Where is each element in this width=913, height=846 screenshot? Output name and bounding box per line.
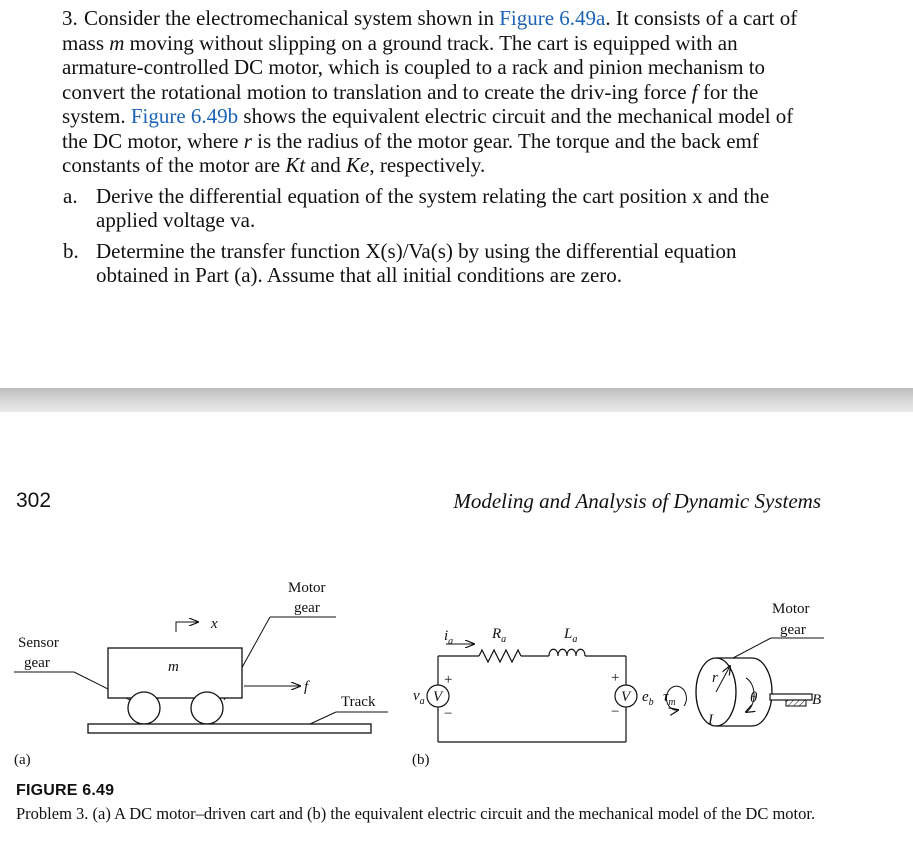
problem-text-2: . It consists of a cart of mass xyxy=(62,6,798,55)
va-label: $v_a$ xyxy=(413,688,425,707)
figure-caption-text: Problem 3. (a) A DC motor–driven cart and (b) the equivalent electric circuit and the mechanical model of the DC motor. xyxy=(16,804,816,823)
motor-gear-pointer-b xyxy=(733,638,771,658)
problem-text-8: , respectively. xyxy=(369,153,486,177)
figure-caption-title: FIGURE 6.49 xyxy=(16,782,115,799)
figure-b-circuit xyxy=(412,626,686,768)
problem-text-3: moving without slipping on a ground track. The cart is equipped with an armature-controlled DC motor, which is coupled to a rack and pinion mechanism to convert the rotational motion to translation and to create the driv-ing force xyxy=(62,30,766,104)
minus-left: − xyxy=(444,706,453,722)
tau-label: $\tau_m$ xyxy=(663,689,676,708)
r-label: r xyxy=(712,670,718,686)
part-b-text: Determine the transfer function X(s)/Va(s) by using the differential equation obtained in Part (a). Assume that all initial conditions are zero. xyxy=(96,238,737,287)
force-symbol: f xyxy=(691,79,698,104)
b-label: B xyxy=(812,692,822,708)
x-label: x xyxy=(211,616,218,632)
figure-6-49b-link[interactable]: Figure 6.49b xyxy=(130,104,239,128)
problem-text-5: shows the equivalent electric circuit and the mechanical model of the DC motor, where xyxy=(62,104,794,153)
back-emf-constant: Ke xyxy=(346,153,370,177)
damper-b xyxy=(786,700,806,706)
torque-constant: Kt xyxy=(285,153,306,177)
x-arrow xyxy=(176,622,198,632)
ground-track xyxy=(88,724,371,733)
mass-symbol: m xyxy=(109,30,125,55)
inductor-la xyxy=(549,649,585,656)
part-a-text: Derive the differential equation of the system relating the cart position x and the applied voltage va. xyxy=(96,183,770,232)
motor-shaft xyxy=(770,694,812,700)
problem-3 xyxy=(40,6,810,288)
figure-a-label: (a) xyxy=(14,752,31,768)
problem-text-6: is the radius of the motor gear. The torque and the back emf constants of the motor are xyxy=(62,128,759,177)
source-v-left: V xyxy=(433,689,443,705)
figure-b-motor-model xyxy=(696,601,824,728)
problem-statement xyxy=(40,6,810,178)
mass-label: m xyxy=(168,659,179,675)
figure-a-cart xyxy=(14,580,388,768)
part-a xyxy=(40,184,810,233)
inertia-label: I xyxy=(708,712,713,728)
motor-gear-label-b-1: Motor xyxy=(772,601,810,617)
motor-gear-label-b-2: gear xyxy=(780,622,806,638)
force-label: f xyxy=(304,679,309,695)
track-label: Track xyxy=(341,694,376,710)
eb-label: $e_b$ xyxy=(642,689,654,708)
motor-gear-label-a-1: Motor xyxy=(288,580,326,596)
running-head: Modeling and Analysis of Dynamic Systems xyxy=(453,489,821,513)
page-number: 302 xyxy=(16,489,52,512)
resistor-ra xyxy=(479,650,521,662)
ra-label: $R_a$ xyxy=(492,626,507,645)
cart-wheel-left xyxy=(128,692,160,724)
plus-left: + xyxy=(444,672,453,688)
part-a-label: a. xyxy=(63,183,78,208)
problem-number: 3. xyxy=(62,6,78,30)
radius-symbol: r xyxy=(243,128,252,153)
figure-6-49a-link[interactable]: Figure 6.49a xyxy=(499,6,606,30)
la-label: $L_a$ xyxy=(564,626,578,645)
problem-text-1: Consider the electromechanical system shown in xyxy=(84,6,500,30)
sensor-gear-label-1: Sensor xyxy=(18,635,59,651)
current-label: $i_a$ xyxy=(444,628,454,647)
plus-right: + xyxy=(611,670,620,686)
part-b xyxy=(40,239,810,288)
problem-text-4: for the system. xyxy=(62,79,759,128)
page-break-band xyxy=(0,388,913,412)
source-v-right: V xyxy=(621,689,631,705)
figure-b-label: (b) xyxy=(412,752,430,768)
cart-wheel-right xyxy=(191,692,223,724)
track-pointer xyxy=(310,712,336,724)
part-b-label: b. xyxy=(63,238,79,263)
sensor-gear-label-2: gear xyxy=(24,655,50,671)
problem-text-7: and xyxy=(305,153,347,177)
figure-6-49 xyxy=(0,560,913,775)
theta-label: θ xyxy=(750,690,758,706)
minus-right: − xyxy=(611,704,620,720)
motor-gear-label-a-2: gear xyxy=(294,600,320,616)
